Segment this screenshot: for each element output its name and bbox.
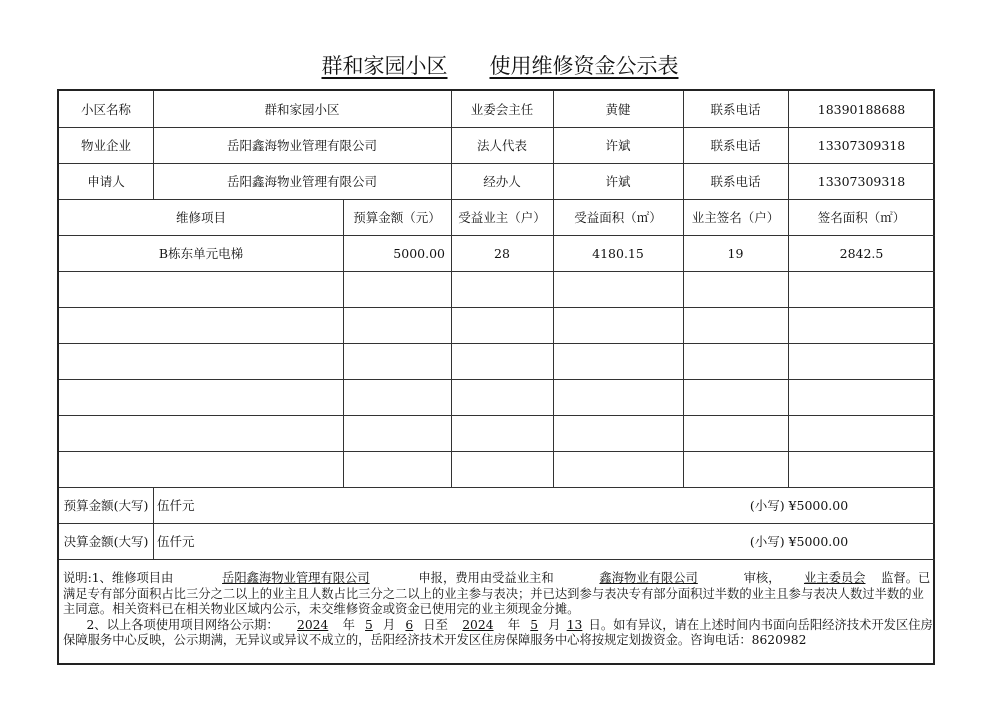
header-area: 受益面积（㎡） — [574, 210, 662, 225]
label-committee-director: 业委会主任 — [470, 102, 534, 117]
header-budget: 预算金额（元） — [353, 210, 441, 225]
header-repair-item: 维修项目 — [175, 210, 226, 225]
item-signed-area: 2842.5 — [839, 245, 884, 261]
note-2: 2、以上各项使用项目网络公示期： 2024 年 5 月 6 日至 2024 年 5 月 13 日。如有异议，请在上述时间内书面向岳阳经济技术开发区住房保障服务中心反映，公示期满，无异议或异议不成立的，岳阳经济技术开发区住房保障服务中心将按规定划拨资金。咨询电话：8620982 — [63, 617, 933, 648]
value-handler: 许斌 — [605, 174, 631, 189]
start-year: 2024 — [297, 617, 329, 632]
value-budget-small: (小写) ¥5000.00 — [749, 498, 849, 513]
item-signed-owners: 19 — [727, 245, 744, 261]
supervisor: 业主委员会 — [803, 571, 866, 585]
label-legal-rep: 法人代表 — [476, 138, 527, 153]
value-legal-rep: 许斌 — [605, 138, 631, 153]
value-phone: 13307309318 — [817, 137, 906, 153]
label-applicant: 申请人 — [87, 174, 125, 189]
row-divider — [59, 343, 935, 344]
value-budget-words: 伍仟元 — [157, 498, 195, 513]
note-1: 说明:1、维修项目由 岳阳鑫海物业管理有限公司 申报，费用由受益业主和 鑫海物业有限公司 审核， 业主委员会 监督。已满足专有部分面积占比三分之二以上的业主且人数占比三分之二以上的业主参与表决；并已达到参与表决专有部分面积过半数的业主且参与表决人数过半数的业主同意。相关资料已在相关物业区域内公示，未交维修资金或资金已使用完的业主须现金分摊。 — [63, 571, 931, 617]
row-divider — [59, 307, 935, 308]
header-signed-area: 签名面积（㎡） — [817, 210, 906, 225]
item-name: B栋东单元电梯 — [158, 246, 244, 261]
applicant-company: 岳阳鑫海物业管理有限公司 — [222, 571, 370, 585]
row-divider — [59, 379, 935, 380]
label-handler: 经办人 — [483, 174, 521, 189]
title-subject: 使用维修资金公示表 — [489, 54, 679, 78]
label-budget-words: 预算金额(大写) — [63, 498, 149, 513]
value-final-words: 伍仟元 — [157, 534, 195, 549]
value-committee-director: 黄健 — [605, 102, 631, 117]
value-phone: 18390188688 — [817, 101, 906, 117]
header-beneficiaries: 受益业主（户） — [458, 210, 546, 225]
start-month: 5 — [365, 617, 373, 632]
notes — [63, 571, 933, 649]
end-month: 5 — [530, 617, 539, 632]
page-title — [0, 50, 1000, 80]
reviewer-company: 鑫海物业有限公司 — [599, 571, 698, 585]
value-community: 群和家园小区 — [264, 102, 340, 117]
label-phone: 联系电话 — [710, 138, 761, 153]
value-final-small: (小写) ¥5000.00 — [749, 534, 849, 549]
label-property-company: 物业企业 — [80, 138, 131, 153]
end-year: 2024 — [462, 617, 494, 632]
header-signed-owners: 业主签名（户） — [691, 210, 780, 225]
title-community: 群和家园小区 — [321, 54, 448, 78]
row-divider — [59, 451, 935, 452]
item-beneficiaries: 28 — [494, 245, 510, 261]
item-area: 4180.15 — [592, 245, 644, 261]
value-property-company: 岳阳鑫海物业管理有限公司 — [226, 138, 377, 153]
start-day: 6 — [405, 617, 414, 632]
item-budget: 5000.00 — [393, 245, 445, 261]
value-phone: 13307309318 — [817, 173, 906, 189]
label-final-words: 决算金额(大写) — [63, 534, 149, 549]
disclosure-table — [57, 89, 935, 665]
row-divider — [59, 271, 935, 272]
end-day: 13 — [566, 617, 583, 632]
label-phone: 联系电话 — [710, 174, 761, 189]
row-divider — [59, 559, 935, 560]
row-divider — [59, 415, 935, 416]
value-applicant: 岳阳鑫海物业管理有限公司 — [226, 174, 377, 189]
label-phone: 联系电话 — [710, 102, 761, 117]
label-community: 小区名称 — [80, 102, 131, 117]
